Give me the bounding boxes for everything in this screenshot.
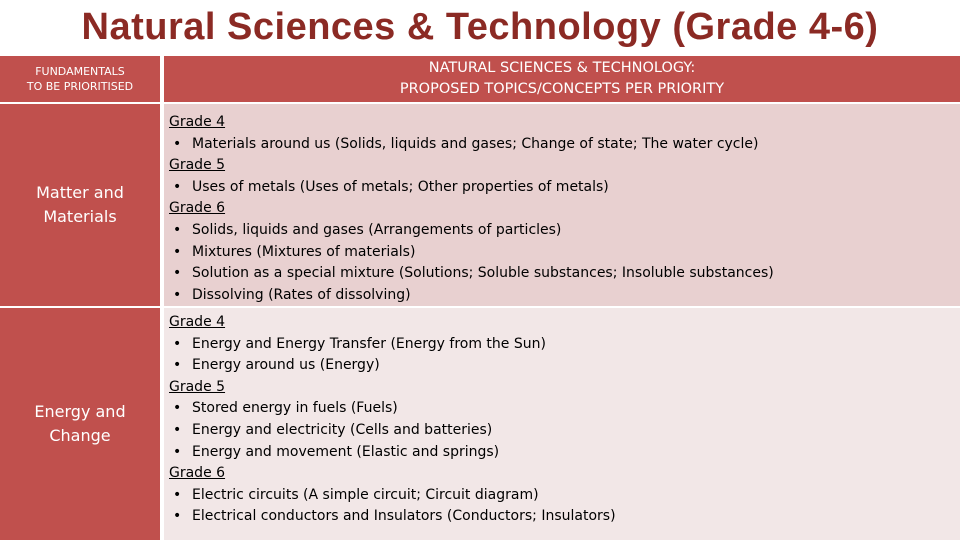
header-topics: [164, 56, 960, 102]
header-topics-line-1: NATURAL SCIENCES & TECHNOLOGY:: [428, 60, 696, 76]
topic-item: [169, 263, 960, 285]
bullet-icon: •: [173, 221, 182, 238]
bullet-icon: •: [173, 508, 182, 525]
topic-text: Mixtures (Mixtures of materials): [192, 243, 416, 260]
bullet-icon: •: [173, 486, 182, 503]
topic-text: Materials around us (Solids, liquids and gases; Change of state; The water cycle): [192, 135, 759, 152]
topic-item: [169, 506, 960, 528]
topic-item: [169, 242, 960, 264]
bullet-icon: •: [173, 443, 182, 460]
category-energy-and-change: [0, 308, 164, 540]
category-matter-and-materials: [0, 104, 164, 306]
grade-heading: Grade 5: [169, 378, 226, 395]
topic-item: [169, 220, 960, 242]
page-title: Natural Sciences & Technology (Grade 4-6): [81, 6, 879, 48]
bullet-icon: •: [173, 286, 182, 303]
grade-heading: Grade 6: [169, 200, 226, 217]
topic-text: Energy around us (Energy): [192, 357, 380, 374]
topics-energy-and-change: [164, 308, 960, 540]
topic-item: [169, 285, 960, 307]
topic-item: [169, 442, 960, 464]
topic-item: [169, 420, 960, 442]
bullet-icon: •: [173, 400, 182, 417]
topic-item: [169, 485, 960, 507]
topic-item: [169, 177, 960, 199]
grade-heading: Grade 4: [169, 314, 226, 330]
topic-item: [169, 355, 960, 377]
category-label: Energy and Change: [34, 402, 126, 445]
header-topics-line-2: PROPOSED TOPICS/CONCEPTS PER PRIORITY: [399, 81, 725, 97]
topic-text: Energy and electricity (Cells and batteries): [192, 421, 493, 438]
topic-item: [169, 334, 960, 356]
bullet-icon: •: [173, 421, 182, 438]
topic-text: Solids, liquids and gases (Arrangements of particles): [192, 221, 562, 238]
bullet-icon: •: [173, 335, 182, 352]
topic-text: Stored energy in fuels (Fuels): [192, 400, 398, 417]
category-label: Matter and Materials: [36, 183, 124, 226]
topic-text: Energy and Energy Transfer (Energy from the Sun): [192, 335, 546, 352]
grade-heading: Grade 4: [169, 114, 226, 130]
grade-heading: Grade 5: [169, 157, 226, 174]
topic-text: Energy and movement (Elastic and springs): [192, 443, 500, 460]
topic-text: Electrical conductors and Insulators (Conductors; Insulators): [192, 508, 616, 525]
bullet-icon: •: [173, 243, 182, 260]
bullet-icon: •: [173, 265, 182, 282]
topic-text: Solution as a special mixture (Solutions; Soluble substances; Insoluble substances): [192, 265, 774, 282]
bullet-icon: •: [173, 178, 182, 195]
topic-text: Uses of metals (Uses of metals; Other properties of metals): [192, 178, 609, 195]
header-fundamentals-label: FUNDAMENTALS TO BE PRIORITISED: [26, 65, 134, 93]
bullet-icon: •: [173, 357, 182, 374]
topic-item: [169, 398, 960, 420]
bullet-icon: •: [173, 135, 182, 152]
grade-heading: Grade 6: [169, 465, 226, 482]
topics-matter-and-materials: [164, 104, 960, 306]
topic-text: Dissolving (Rates of dissolving): [192, 286, 411, 303]
topic-item: [169, 134, 960, 156]
topic-text: Electric circuits (A simple circuit; Circuit diagram): [192, 486, 539, 503]
header-fundamentals: [0, 56, 164, 102]
